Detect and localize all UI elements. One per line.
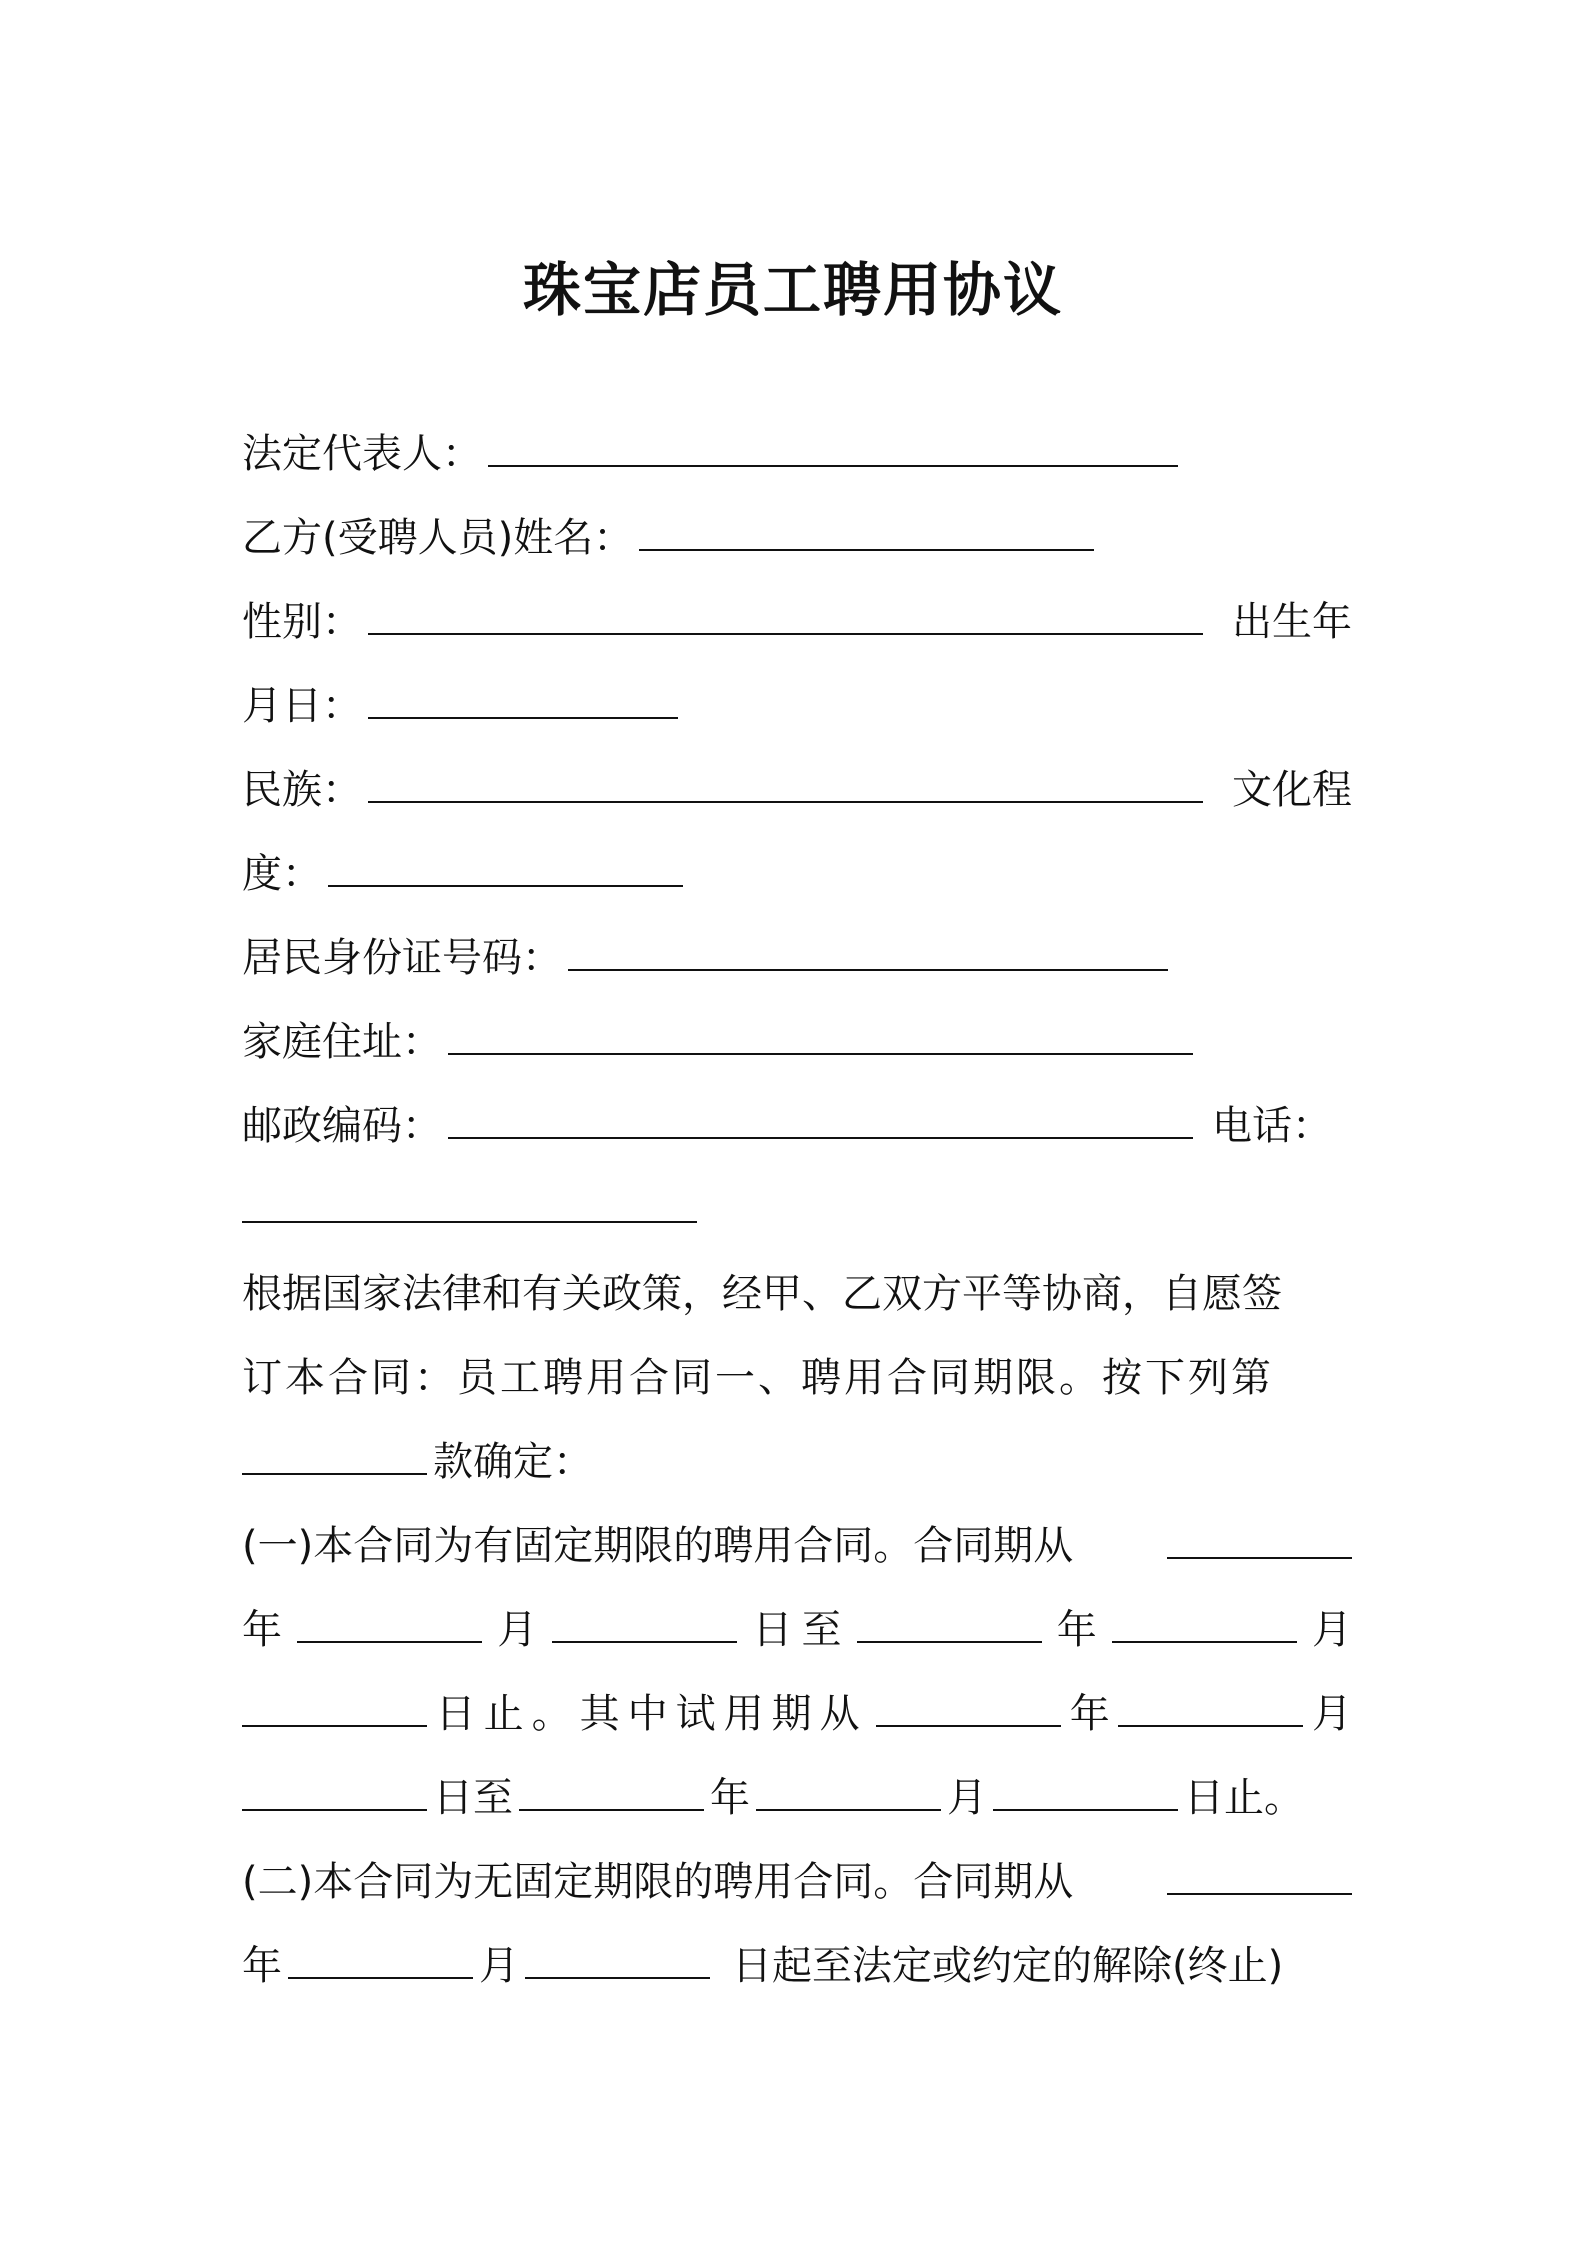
year-label: 年	[242, 1943, 282, 1989]
year-label: 年	[1069, 1691, 1110, 1737]
postcode-blank[interactable]	[448, 1105, 1193, 1139]
name-row	[242, 496, 1352, 580]
ethnicity-blank[interactable]	[368, 769, 1203, 803]
para1-text-1: 根据国家法律和有关政策，经甲、乙双方平等协商，自愿签	[242, 1271, 1282, 1317]
ethnicity-row	[242, 748, 1352, 832]
clause1-line2	[242, 1588, 1352, 1672]
birth-row	[242, 664, 1352, 748]
clause2-tail: 日起至法定或约定的解除(终止)	[732, 1943, 1284, 1989]
gender-row	[242, 580, 1352, 664]
postcode-row	[242, 1084, 1352, 1168]
ethnicity-label: 民族：	[242, 767, 362, 813]
year-label: 年	[242, 1607, 282, 1653]
trial-end-month-blank[interactable]	[756, 1777, 941, 1811]
id-blank[interactable]	[568, 937, 1168, 971]
education-row	[242, 832, 1352, 916]
name-blank[interactable]	[639, 517, 1094, 551]
birth-label-start: 出生年	[1232, 599, 1352, 645]
id-row	[242, 916, 1352, 1000]
year-label: 年	[1056, 1607, 1097, 1653]
c2-start-day-blank[interactable]	[525, 1945, 710, 1979]
legal-rep-row	[242, 412, 1352, 496]
c1-start-month-blank[interactable]	[297, 1609, 482, 1643]
month-label: 月	[1311, 1691, 1352, 1737]
para1-line3	[242, 1420, 1352, 1504]
trial-end-year-blank[interactable]	[519, 1777, 704, 1811]
education-label-end: 度：	[242, 851, 322, 897]
month-label: 月	[479, 1943, 519, 1989]
clause1-line4	[242, 1756, 1352, 1840]
clause-number-blank[interactable]	[242, 1441, 427, 1475]
para1-text-3: 款确定：	[433, 1439, 593, 1485]
legal-rep-blank[interactable]	[488, 433, 1178, 467]
c1-start-year-blank[interactable]	[1167, 1525, 1352, 1559]
month-label: 月	[1311, 1607, 1352, 1653]
para1-line2	[242, 1336, 1352, 1420]
month-label: 月	[947, 1775, 987, 1821]
c1-end-year-blank[interactable]	[857, 1609, 1042, 1643]
education-blank[interactable]	[328, 853, 683, 887]
address-row	[242, 1000, 1352, 1084]
birth-label-end: 月日：	[242, 683, 362, 729]
address-label: 家庭住址：	[242, 1019, 442, 1065]
name-label: 乙方(受聘人员)姓名：	[242, 515, 634, 561]
education-label-start: 文化程	[1232, 767, 1352, 813]
c2-start-month-blank[interactable]	[288, 1945, 473, 1979]
trial-end-day-blank[interactable]	[993, 1777, 1178, 1811]
phone-label: 电话：	[1212, 1103, 1332, 1149]
year-label: 年	[710, 1775, 750, 1821]
gender-label: 性别：	[242, 599, 362, 645]
c1-start-day-blank[interactable]	[552, 1609, 737, 1643]
to-label: 至	[801, 1607, 842, 1653]
para1-line1	[242, 1252, 1352, 1336]
trial-text: 日止。其中试用期从	[435, 1691, 868, 1737]
month-label: 月	[497, 1607, 538, 1653]
day-label: 日	[752, 1607, 793, 1653]
c2-start-year-blank[interactable]	[1167, 1861, 1352, 1895]
clause2-line2	[242, 1924, 1352, 2008]
birth-blank[interactable]	[368, 685, 678, 719]
gender-blank[interactable]	[368, 601, 1203, 635]
para1-text-2: 订本合同：员工聘用合同一、聘用合同期限。按下列第	[242, 1355, 1274, 1401]
phone-blank[interactable]	[242, 1189, 697, 1223]
trial-start-day-blank[interactable]	[242, 1777, 427, 1811]
trial-start-month-blank[interactable]	[1118, 1693, 1303, 1727]
document-title: 珠宝店员工聘用协议	[522, 256, 1063, 324]
c1-end-day-blank[interactable]	[242, 1693, 427, 1727]
phone-row	[242, 1168, 1352, 1252]
id-label: 居民身份证号码：	[242, 935, 562, 981]
c1-end-month-blank[interactable]	[1112, 1609, 1297, 1643]
clause1-line1	[242, 1504, 1352, 1588]
address-blank[interactable]	[448, 1021, 1193, 1055]
clause2-text-1: (二)本合同为无固定期限的聘用合同。合同期从	[242, 1859, 1074, 1905]
day-end-label: 日止。	[1184, 1775, 1304, 1821]
contract-body	[242, 412, 1352, 2008]
postcode-label: 邮政编码：	[242, 1103, 442, 1149]
day-to-label: 日至	[433, 1775, 513, 1821]
clause1-text-1: (一)本合同为有固定期限的聘用合同。合同期从	[242, 1523, 1074, 1569]
clause2-line1	[242, 1840, 1352, 1924]
clause1-line3	[242, 1672, 1352, 1756]
legal-rep-label: 法定代表人：	[242, 431, 482, 477]
trial-start-year-blank[interactable]	[876, 1693, 1061, 1727]
